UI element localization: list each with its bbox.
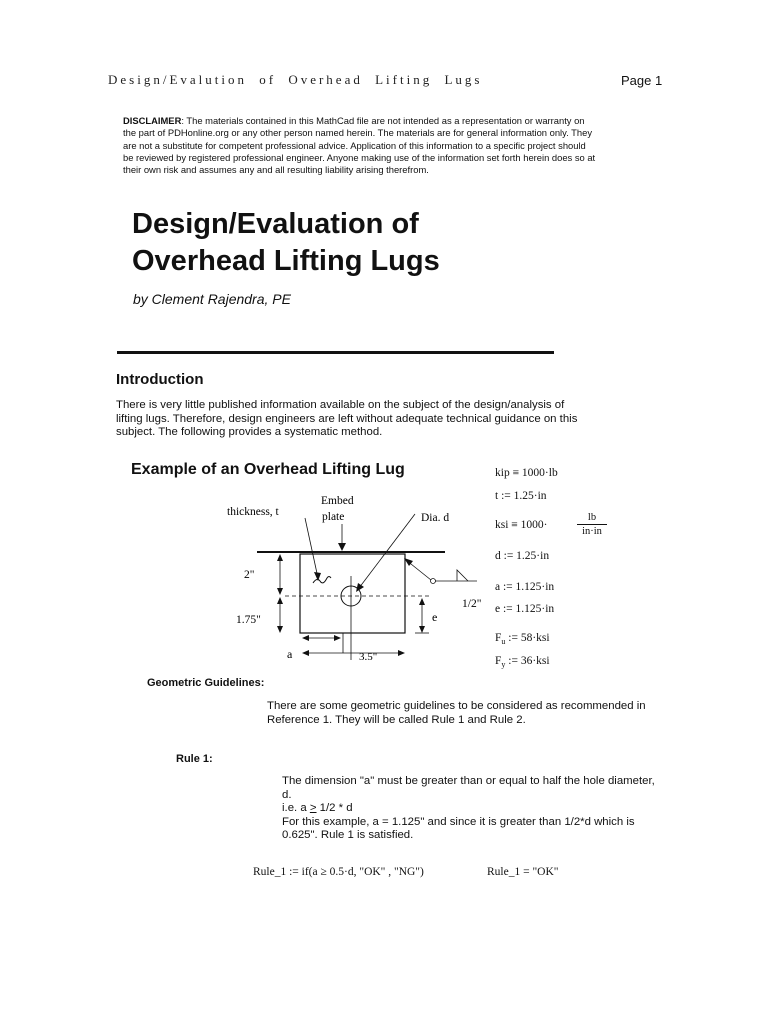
running-header: Design/Evalution of Overhead Lifting Lugs xyxy=(108,72,483,87)
fy-sub: y xyxy=(501,660,506,669)
geometric-guidelines-text: There are some geometric guidelines to be considered as recommended in Reference 1. They will be called Rule 1 and Rule 2. xyxy=(267,700,646,726)
document-title xyxy=(132,206,440,280)
var-e: e := 1.125·in xyxy=(495,603,555,615)
dim-175-arrow-bottom xyxy=(277,626,283,633)
thickness-leader xyxy=(305,518,318,578)
disclaimer-label: DISCLAIMER xyxy=(123,115,182,126)
lifting-lug-diagram xyxy=(225,488,495,668)
fu-rest: := 58·ksi xyxy=(505,632,550,644)
rule1-ge-symbol: > xyxy=(309,802,317,814)
rule1-line-2 xyxy=(282,802,662,816)
label-dim-half: 1/2" xyxy=(462,598,482,610)
label-dim-2: 2" xyxy=(244,569,255,581)
dim-2-arrow-bottom xyxy=(277,588,283,595)
dim-35-arrow-right xyxy=(398,650,405,656)
fillet-weld-icon xyxy=(457,570,468,581)
rule1-result: Rule_1 = "OK" xyxy=(487,866,559,878)
dim-e-arrow-top xyxy=(419,598,425,605)
dim-a-arrow-left xyxy=(302,635,309,641)
label-dim-e: e xyxy=(432,610,438,624)
rule1-text xyxy=(282,775,662,843)
label-dia: Dia. d xyxy=(421,512,450,524)
example-heading: Example of an Overhead Lifting Lug xyxy=(131,461,405,478)
fy-base: F xyxy=(495,655,502,667)
ksi-numerator: lb xyxy=(577,511,607,525)
dim-a-arrow-right xyxy=(334,635,341,641)
rule1-heading: Rule 1: xyxy=(176,753,213,765)
rule1-line-1: The dimension "a" must be greater than or equal to half the hole diameter, d. xyxy=(282,775,655,801)
embed-arrowhead xyxy=(338,543,346,551)
dim-2-arrow-top xyxy=(277,554,283,561)
var-fu xyxy=(495,632,550,646)
geometric-guidelines-heading: Geometric Guidelines: xyxy=(147,677,265,689)
var-d: d := 1.25·in xyxy=(495,550,550,562)
rule1-line-2-suffix: 1/2 * d xyxy=(316,802,353,814)
disclaimer-text: : The materials contained in this MathCad file are not intended as a representation or warranty on the part of PDHonline.org or any other person named herein. The materials are for general information only. They are not a substitute for competent professional advice. Application of this information to a specific project should be reviewed by registered professional engineer. Anyone making use of the information set forth herein does so at their own risk and assumes any and all resulting liability arising therefrom. xyxy=(123,115,596,176)
dim-35-arrow-left xyxy=(302,650,309,656)
rule1-line-2-prefix: i.e. a xyxy=(282,802,310,814)
var-ksi-lhs: ksi ≡ 1000· xyxy=(495,519,548,531)
rule1-equation: Rule_1 := if(a ≥ 0.5·d, "OK" , "NG") xyxy=(253,866,424,878)
fu-base: F xyxy=(495,632,502,644)
dim-e-arrow-bottom xyxy=(419,626,425,633)
label-embed-2: plate xyxy=(322,511,345,523)
var-kip: kip ≡ 1000·lb xyxy=(495,467,558,479)
section-divider xyxy=(117,351,554,354)
rule1-line-3: For this example, a = 1.125" and since it is greater than 1/2*d which is 0.625". Rule 1 is satisfied. xyxy=(282,815,635,841)
dim-175-arrow-top xyxy=(277,597,283,604)
var-a: a := 1.125·in xyxy=(495,581,555,593)
disclaimer xyxy=(123,115,598,176)
introduction-text: There is very little published information available on the subject of the design/analysis of lifting lugs. Therefore, design engineers are left without adequate technical guidance on this subject. The following provides a systematic method. xyxy=(116,399,578,438)
var-t: t := 1.25·in xyxy=(495,490,547,502)
author: by Clement Rajendra, PE xyxy=(133,291,291,307)
ksi-denominator: in·in xyxy=(582,526,602,537)
weld-all-around-icon xyxy=(431,579,436,584)
label-dim-35: 3.5" xyxy=(359,651,378,663)
label-dim-175: 1.75" xyxy=(236,614,261,626)
title-line-1: Design/Evaluation of xyxy=(132,208,419,240)
label-embed-1: Embed xyxy=(321,495,354,507)
var-fy xyxy=(495,655,550,669)
title-line-2: Overhead Lifting Lugs xyxy=(132,245,440,277)
label-thickness: thickness, t xyxy=(227,506,279,518)
fu-sub: u xyxy=(501,637,506,646)
var-ksi xyxy=(495,519,548,531)
fy-rest: := 36·ksi xyxy=(505,655,550,667)
var-ksi-fraction xyxy=(577,511,607,538)
introduction-heading: Introduction xyxy=(116,371,204,388)
label-dim-a: a xyxy=(287,647,293,661)
thickness-arrowhead xyxy=(314,572,321,581)
page-number: Page 1 xyxy=(621,73,663,88)
thickness-symbol xyxy=(313,577,331,584)
